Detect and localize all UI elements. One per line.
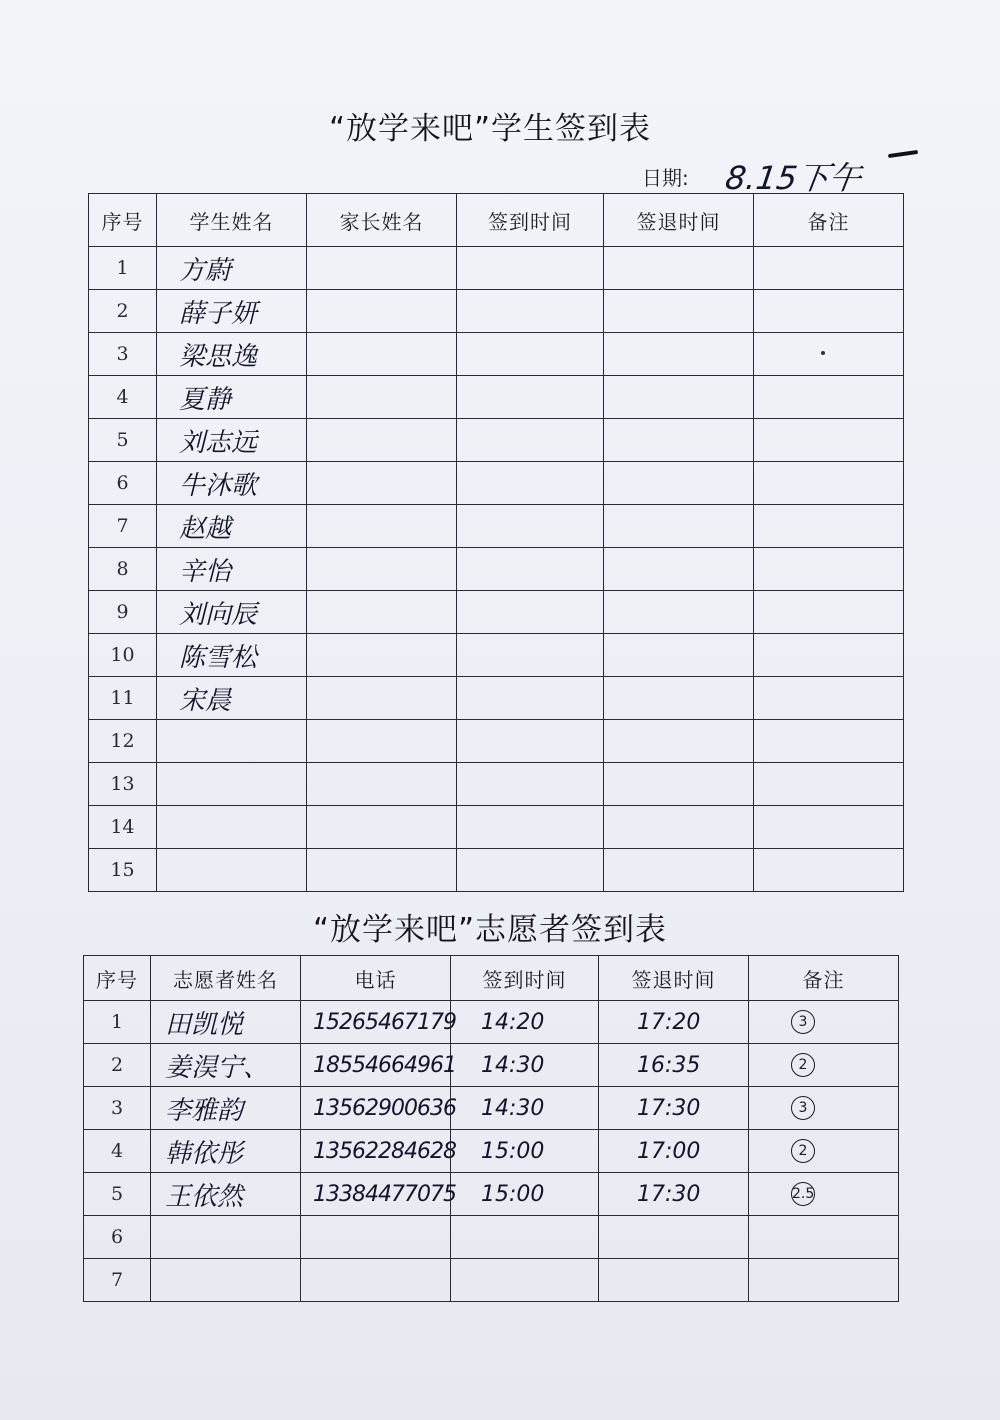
student-name: 宋晨	[157, 677, 307, 720]
table-header-row	[89, 194, 904, 247]
signin-time-cell	[457, 591, 604, 634]
table-row	[84, 1044, 899, 1087]
table-row	[89, 720, 904, 763]
row-number: 2	[84, 1044, 151, 1087]
notes-cell	[754, 419, 904, 462]
signout-time-cell	[604, 290, 754, 333]
signout-time-cell	[604, 634, 754, 677]
parent-name-cell	[307, 290, 457, 333]
row-number: 1	[89, 247, 157, 290]
notes-cell	[754, 763, 904, 806]
notes-cell	[754, 677, 904, 720]
parent-name-cell	[307, 849, 457, 892]
signout-time-cell	[604, 462, 754, 505]
notes-cell	[749, 1130, 899, 1173]
signout-time-cell	[604, 849, 754, 892]
volunteer-name	[151, 1216, 301, 1259]
student-name: 牛沐歌	[157, 462, 307, 505]
student-name: 方蔚	[157, 247, 307, 290]
parent-name-cell	[307, 720, 457, 763]
notes-cell	[754, 591, 904, 634]
table-row	[84, 1216, 899, 1259]
signin-time-cell	[457, 333, 604, 376]
phone-number	[301, 1259, 451, 1302]
signin-time-cell	[457, 376, 604, 419]
parent-name-cell	[307, 548, 457, 591]
header-student-name: 学生姓名	[157, 194, 307, 247]
signout-time: 17:30	[599, 1087, 749, 1130]
signout-time-cell	[604, 591, 754, 634]
signout-time-cell	[604, 247, 754, 290]
notes-cell	[754, 806, 904, 849]
notes-cell	[754, 333, 904, 376]
row-number: 11	[89, 677, 157, 720]
signin-time-cell	[457, 548, 604, 591]
signout-time-cell	[604, 548, 754, 591]
parent-name-cell	[307, 376, 457, 419]
student-name	[157, 849, 307, 892]
signin-time-cell	[457, 763, 604, 806]
row-number: 3	[84, 1087, 151, 1130]
signout-time-cell	[604, 376, 754, 419]
date-label: 日期:	[642, 166, 689, 190]
volunteer-name: 田凯悦	[151, 1001, 301, 1044]
signout-time-cell	[604, 333, 754, 376]
signin-time-cell	[457, 677, 604, 720]
table-row	[89, 849, 904, 892]
signin-time-cell	[457, 505, 604, 548]
signin-time	[451, 1259, 599, 1302]
row-number: 7	[84, 1259, 151, 1302]
notes-cell	[749, 1173, 899, 1216]
phone-number: 13384477075	[301, 1173, 451, 1216]
notes-cell	[749, 1216, 899, 1259]
signin-time-cell	[457, 720, 604, 763]
phone-number: 15265467179	[301, 1001, 451, 1044]
notes-cell	[754, 720, 904, 763]
volunteer-name: 韩依彤	[151, 1130, 301, 1173]
signin-time-cell	[457, 806, 604, 849]
table-row	[89, 419, 904, 462]
signin-time-cell	[457, 462, 604, 505]
signin-time: 15:00	[451, 1130, 599, 1173]
signin-time	[451, 1216, 599, 1259]
row-number: 5	[84, 1173, 151, 1216]
row-number: 6	[89, 462, 157, 505]
student-name: 辛怡	[157, 548, 307, 591]
row-number: 13	[89, 763, 157, 806]
row-number: 2	[89, 290, 157, 333]
parent-name-cell	[307, 806, 457, 849]
header-signin-time: 签到时间	[457, 194, 604, 247]
table-row	[89, 548, 904, 591]
parent-name-cell	[307, 591, 457, 634]
signout-time: 17:00	[599, 1130, 749, 1173]
signout-time: 16:35	[599, 1044, 749, 1087]
volunteer-name: 王依然	[151, 1173, 301, 1216]
notes-cell	[754, 462, 904, 505]
table-row	[89, 247, 904, 290]
notes-cell	[749, 1259, 899, 1302]
header-notes: 备注	[749, 956, 899, 1001]
table-row	[89, 591, 904, 634]
volunteer-name: 姜淏宁、	[151, 1044, 301, 1087]
ink-dot	[821, 351, 825, 355]
signin-time-cell	[457, 290, 604, 333]
parent-name-cell	[307, 419, 457, 462]
row-number: 4	[84, 1130, 151, 1173]
student-name: 薛子妍	[157, 290, 307, 333]
signout-time-cell	[604, 720, 754, 763]
parent-name-cell	[307, 505, 457, 548]
row-number: 1	[84, 1001, 151, 1044]
row-number: 12	[89, 720, 157, 763]
row-number: 15	[89, 849, 157, 892]
notes-cell	[749, 1087, 899, 1130]
volunteer-sheet-title: “放学来吧”志愿者签到表	[312, 912, 668, 948]
table-header-row	[84, 956, 899, 1001]
volunteer-name	[151, 1259, 301, 1302]
student-name: 陈雪松	[157, 634, 307, 677]
volunteer-name: 李雅韵	[151, 1087, 301, 1130]
volunteer-signin-table	[83, 955, 899, 1302]
student-name	[157, 806, 307, 849]
table-row	[89, 333, 904, 376]
row-number: 5	[89, 419, 157, 462]
signout-time-cell	[604, 505, 754, 548]
row-number: 6	[84, 1216, 151, 1259]
header-volunteer-name: 志愿者姓名	[151, 956, 301, 1001]
table-row	[89, 505, 904, 548]
header-signin-time: 签到时间	[451, 956, 599, 1001]
phone-number: 13562900636	[301, 1087, 451, 1130]
circled-note: 2	[791, 1053, 815, 1077]
student-name: 夏静	[157, 376, 307, 419]
signin-time-cell	[457, 419, 604, 462]
table-row	[89, 677, 904, 720]
table-row	[84, 1087, 899, 1130]
row-number: 7	[89, 505, 157, 548]
parent-name-cell	[307, 462, 457, 505]
table-row	[89, 806, 904, 849]
header-no: 序号	[89, 194, 157, 247]
signout-time	[599, 1259, 749, 1302]
table-row	[89, 763, 904, 806]
header-no: 序号	[84, 956, 151, 1001]
signout-time: 17:20	[599, 1001, 749, 1044]
notes-cell	[754, 376, 904, 419]
row-number: 4	[89, 376, 157, 419]
table-row	[89, 376, 904, 419]
signout-time-cell	[604, 677, 754, 720]
student-signin-table	[88, 193, 904, 892]
student-name: 梁思逸	[157, 333, 307, 376]
date-value: 8.15下午	[723, 159, 864, 197]
header-parent-name: 家长姓名	[307, 194, 457, 247]
header-signout-time: 签退时间	[604, 194, 754, 247]
notes-cell	[754, 505, 904, 548]
signin-time-cell	[457, 247, 604, 290]
signout-time-cell	[604, 763, 754, 806]
table-row	[84, 1259, 899, 1302]
parent-name-cell	[307, 634, 457, 677]
signin-time-cell	[457, 849, 604, 892]
notes-cell	[754, 290, 904, 333]
row-number: 3	[89, 333, 157, 376]
notes-cell	[754, 634, 904, 677]
table-row	[84, 1130, 899, 1173]
student-name: 刘向辰	[157, 591, 307, 634]
signin-time: 14:30	[451, 1087, 599, 1130]
table-row	[84, 1173, 899, 1216]
notes-cell	[749, 1001, 899, 1044]
parent-name-cell	[307, 247, 457, 290]
notes-cell	[754, 849, 904, 892]
circled-note: 3	[791, 1010, 815, 1034]
row-number: 8	[89, 548, 157, 591]
header-phone: 电话	[301, 956, 451, 1001]
parent-name-cell	[307, 677, 457, 720]
student-name	[157, 720, 307, 763]
circled-note: 3	[791, 1096, 815, 1120]
signin-time: 14:30	[451, 1044, 599, 1087]
header-notes: 备注	[754, 194, 904, 247]
row-number: 9	[89, 591, 157, 634]
table-row	[89, 290, 904, 333]
notes-cell	[754, 247, 904, 290]
signin-time-cell	[457, 634, 604, 677]
row-number: 10	[89, 634, 157, 677]
table-row	[89, 462, 904, 505]
table-row	[84, 1001, 899, 1044]
parent-name-cell	[307, 763, 457, 806]
table-row	[89, 634, 904, 677]
signout-time	[599, 1216, 749, 1259]
row-number: 14	[89, 806, 157, 849]
student-sheet-title: “放学来吧”学生签到表	[328, 111, 652, 147]
header-signout-time: 签退时间	[599, 956, 749, 1001]
phone-number	[301, 1216, 451, 1259]
student-name	[157, 763, 307, 806]
phone-number: 13562284628	[301, 1130, 451, 1173]
circled-note: 2.5	[791, 1182, 815, 1206]
phone-number: 18554664961	[301, 1044, 451, 1087]
student-name: 赵越	[157, 505, 307, 548]
notes-cell	[754, 548, 904, 591]
signout-time: 17:30	[599, 1173, 749, 1216]
signin-time: 15:00	[451, 1173, 599, 1216]
parent-name-cell	[307, 333, 457, 376]
signin-time: 14:20	[451, 1001, 599, 1044]
signout-time-cell	[604, 806, 754, 849]
circled-note: 2	[791, 1139, 815, 1163]
notes-cell	[749, 1044, 899, 1087]
signout-time-cell	[604, 419, 754, 462]
student-name: 刘志远	[157, 419, 307, 462]
